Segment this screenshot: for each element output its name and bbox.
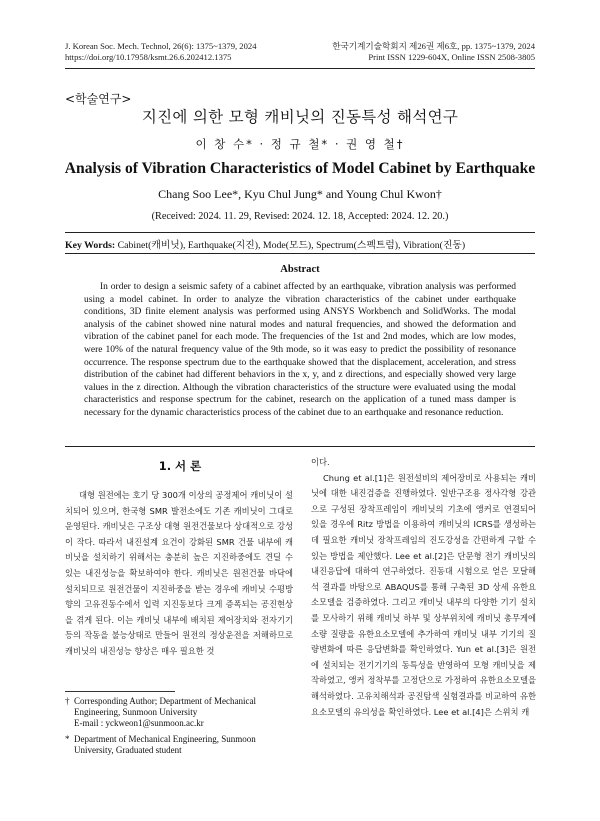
body-right-continuation: 이다. bbox=[311, 457, 330, 467]
journal-citation bbox=[65, 41, 257, 63]
keywords-text: Cabinet(캐비닛), Earthquake(지진), Mode(모드), Spectrum(스펙트럼), Vibration(진동) bbox=[117, 240, 466, 251]
article-type: <학술연구> bbox=[65, 92, 132, 106]
title-english: Analysis of Vibration Characteristics of Model Cabinet by Earthquake bbox=[64, 160, 536, 177]
abstract-heading: Abstract bbox=[280, 264, 320, 275]
keywords bbox=[65, 237, 535, 251]
abstract-bottom-rule bbox=[65, 446, 535, 447]
footnote-coauthor bbox=[65, 734, 293, 756]
journal-info-kr bbox=[332, 41, 535, 63]
keywords-top-rule bbox=[65, 232, 535, 233]
journal-citation-line: J. Korean Soc. Mech. Technol, 26(6): 1375~1379, 2024 bbox=[65, 41, 257, 51]
journal-info-kr-line: 한국기계기술학회지 제26권 제6호, pp. 1375~1379, 2024 bbox=[332, 41, 535, 51]
footnote-line: Department of Mechanical Engineering, Sunmoon bbox=[74, 734, 256, 744]
abstract-text: In order to design a seismic safety of a cabinet affected by an earthquake, vibration analysis was performed using a model cabinet. In order to analyze the vibration characteristics of the cabinet under earthquake conditions, 3D finite element analysis was performed using ANSYS Workbench and SolidWorks. The modal analysis of the cabinet showed nine natural modes and natural frequencies, and showed the deformation and vibration of the cabinet panel for each mode. The frequencies of the 1st and 2nd modes, which are low modes, were 10% of the natural frequency value of the 9th mode, so it was easy to predict the possibility of resonance occurrence. The response spectrum due to the earthquake showed that the displacement, acceleration, and stress distribution of the cabinet had different behaviors in the x, y, and z directions, and especially showed very large values in the z direction. Although the vibration characteristics of the structure were evaluated using the modal characteristics and response spectrum for the cabinet, research on the application of a tuned mass damper is necessary for the dynamic characteristics process of the cabinet due to an earthquake and resonance reduction. bbox=[84, 282, 516, 418]
body-left-column: 대형 원전에는 호기 당 300개 이상의 공정제어 캐비닛이 설치되어 있으며, 한국형 SMR 발전소에도 기존 캐비닛이 그대로 운영된다. 캐비닛은 구조상 대형 원전건물보다 상대적으로 강성이 작다. 따라서 내진설계 요건이 강화된 SMR 건물 내부에 캐비닛을 설치하기 위해서는 충분히 높은 지진하중에도 견딜 수 있는 내진성능을 확보하여야 한다. 캐비닛은 원전건물 바닥에 설치되므로 원전건물이 지진하중을 받는 경우에 캐비닛 수평방향의 고유진동수에서 입력 지진동보다 크게 증폭되는 공진현상을 겪게 된다. 이는 캐비닛 내부에 배치된 제어장치와 전자기기 등의 작동을 불능상태로 만들어 원전의 정상운전을 저해하므로 캐비닛의 내진성능 향상은 매우 필요한 것 bbox=[65, 490, 293, 656]
authors-korean: 이 창 수* · 정 규 철* · 권 영 철† bbox=[195, 137, 405, 151]
footnote-email: E-mail : yckweon1@sunmoon.ac.kr bbox=[74, 718, 204, 729]
article-dates: (Received: 2024. 11. 29, Revised: 2024. 12. 18, Accepted: 2024. 12. 20.) bbox=[151, 211, 449, 222]
keywords-bottom-rule bbox=[65, 253, 535, 254]
footnote-line: Engineering, Sunmoon University bbox=[74, 707, 198, 718]
asterisk-mark: * bbox=[65, 734, 70, 744]
footnote-corresponding-author bbox=[65, 696, 293, 730]
footnote-line: Corresponding Author; Department of Mechanical bbox=[74, 696, 256, 706]
footnote-line: University, Graduated student bbox=[74, 745, 182, 756]
title-korean: 지진에 의한 모형 캐비닛의 진동특성 해석연구 bbox=[141, 108, 459, 126]
section-heading: 1. 서 론 bbox=[158, 459, 202, 473]
keywords-label: Key Words: bbox=[65, 240, 116, 251]
authors-english: Chang Soo Lee*, Kyu Chul Jung* and Young Chul Kwon† bbox=[158, 187, 442, 201]
dagger-mark: † bbox=[65, 696, 70, 706]
header-rule bbox=[65, 68, 535, 69]
body-right-paragraph: Chung et al.[1]은 원전설비의 제어장비로 사용되는 캐비닛에 대한 내진검증을 진행하였다. 일반구조용 정사각형 강관으로 구성된 장착프레임이 캐비닛의 기초에 앵커로 연결되어 있을 경우에 Ritz 방법을 이용하여 캐비닛의 ICRS를 생성하는데 필요한 캐비닛 장착프레임의 진도강성을 간편하게 구할 수 있는 방법을 제안했다. Lee et al.[2]은 단문형 전기 캐비닛의 내진응답에 대하여 연구하였다. 진동대 시험으로 얻은 모달해석 결과를 바탕으로 ABAQUS를 통해 구축된 3D 상세 유한요소모델을 검증하였다. 그리고 캐비닛 내부의 다양한 기기 설치를 모사하기 위해 캐비닛 하부 및 상부위치에 캐비닛 총무게에 소량 질량을 유한요소모델에 추가하여 캐비닛 내부 기기의 질량변화에 따른 응답변화를 확인하였다. Yun et al.[3]은 원전에 설치되는 전기기기의 동특성을 반영하여 모형 캐비닛을 제작하였고, 앵커 정착부를 고정단으로 가정하여 유한요소모델을 해석하였다. 고유치해석과 공진탐색 실험결과를 비교하여 유한요소모델의 유의성을 확인하였다. Lee et al.[4]은 스위치 캐 bbox=[311, 472, 536, 717]
issn-line: Print ISSN 1229-604X, Online ISSN 2508-3805 bbox=[368, 52, 535, 62]
body-right-column bbox=[311, 455, 536, 720]
footnote-rule bbox=[65, 691, 175, 692]
doi-link[interactable]: https://doi.org/10.17958/ksmt.26.6.202412.1375 bbox=[65, 52, 232, 62]
